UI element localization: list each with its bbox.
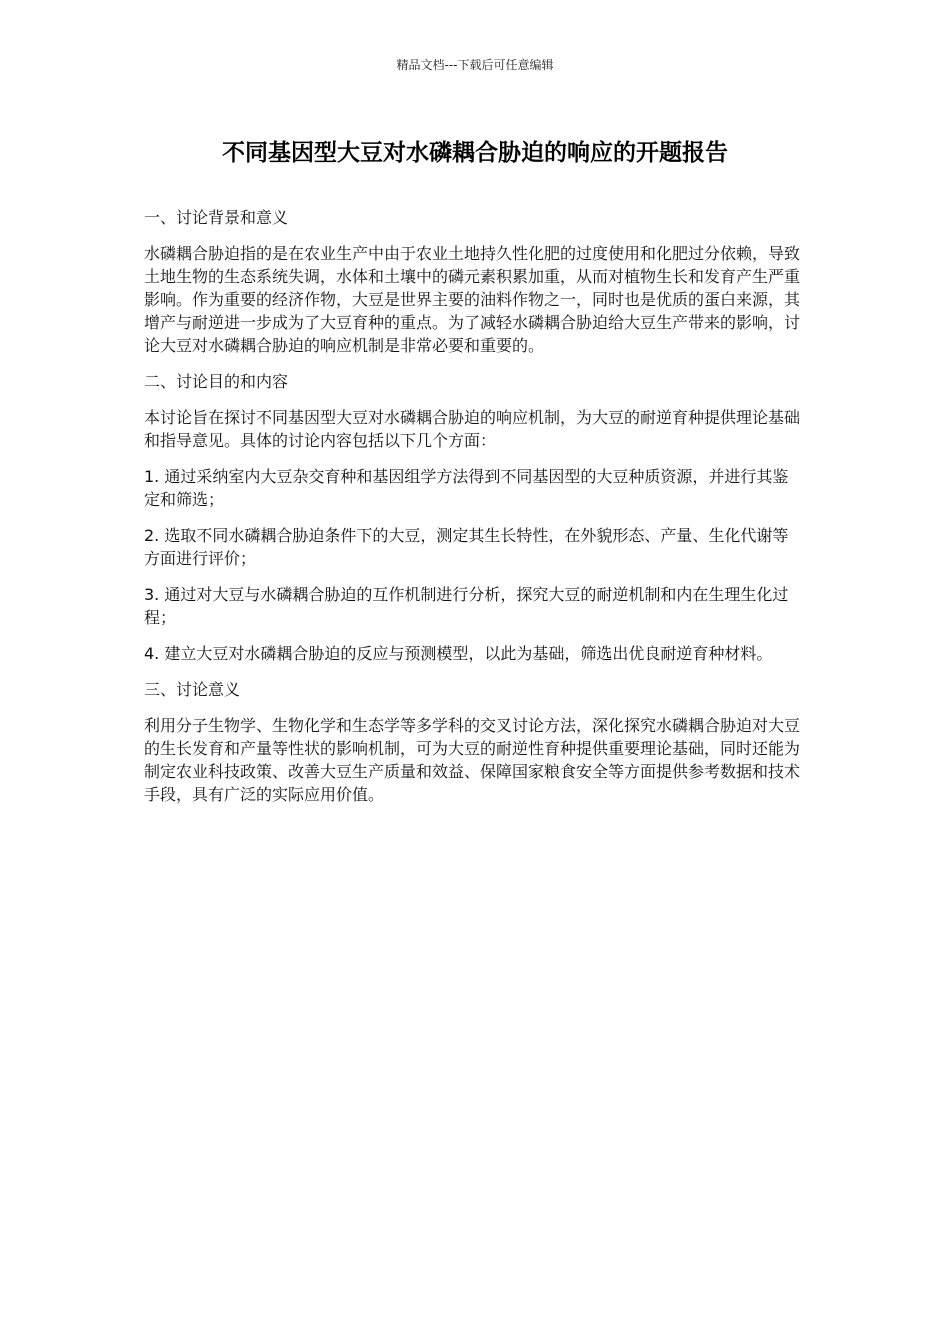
research-content-list: [144, 465, 800, 665]
section-background: [144, 206, 800, 357]
section-heading: 二、讨论目的和内容: [144, 372, 289, 391]
list-item: 2. 选取不同水磷耦合胁迫条件下的大豆，测定其生长特性，在外貌形态、产量、生化代谢等方面进行评价；: [144, 526, 789, 568]
section-significance: [144, 678, 800, 806]
section-paragraph: 水磷耦合胁迫指的是在农业生产中由于农业土地持久性化肥的过度使用和化肥过分依赖，导致土地生物的生态系统失调，水体和土壤中的磷元素积累加重，从而对植物生长和发育产生严重影响。作为重要的经济作物，大豆是世界主要的油料作物之一，同时也是优质的蛋白来源，其增产与耐逆进一步成为了大豆育种的重点。为了减轻水磷耦合胁迫给大豆生产带来的影响，讨论大豆对水磷耦合胁迫的响应机制是非常必要和重要的。: [144, 244, 801, 355]
section-purpose: [144, 370, 800, 665]
header-note: 精品文档---下载后可任意编辑: [396, 58, 554, 72]
document-body: [144, 206, 800, 819]
section-heading: 三、讨论意义: [144, 680, 241, 699]
list-item: 3. 通过对大豆与水磷耦合胁迫的互作机制进行分析，探究大豆的耐逆机制和内在生理生化过程；: [144, 585, 789, 627]
list-item: 1. 通过采纳室内大豆杂交育种和基因组学方法得到不同基因型的大豆种质资源，并进行其鉴定和筛选；: [144, 467, 789, 509]
section-paragraph: 利用分子生物学、生物化学和生态学等多学科的交叉讨论方法，深化探究水磷耦合胁迫对大豆的生长发育和产量等性状的影响机制，可为大豆的耐逆性育种提供重要理论基础，同时还能为制定农业科技政策、改善大豆生产质量和效益、保障国家粮食安全等方面提供参考数据和技术手段，具有广泛的实际应用价值。: [144, 716, 801, 804]
section-paragraph: 本讨论旨在探讨不同基因型大豆对水磷耦合胁迫的响应机制，为大豆的耐逆育种提供理论基础和指导意见。具体的讨论内容包括以下几个方面：: [144, 408, 801, 450]
list-item: 4. 建立大豆对水磷耦合胁迫的反应与预测模型，以此为基础，筛选出优良耐逆育种材料。: [144, 644, 773, 663]
section-heading: 一、讨论背景和意义: [144, 208, 289, 227]
document-title: 不同基因型大豆对水磷耦合胁迫的响应的开题报告: [222, 140, 728, 166]
